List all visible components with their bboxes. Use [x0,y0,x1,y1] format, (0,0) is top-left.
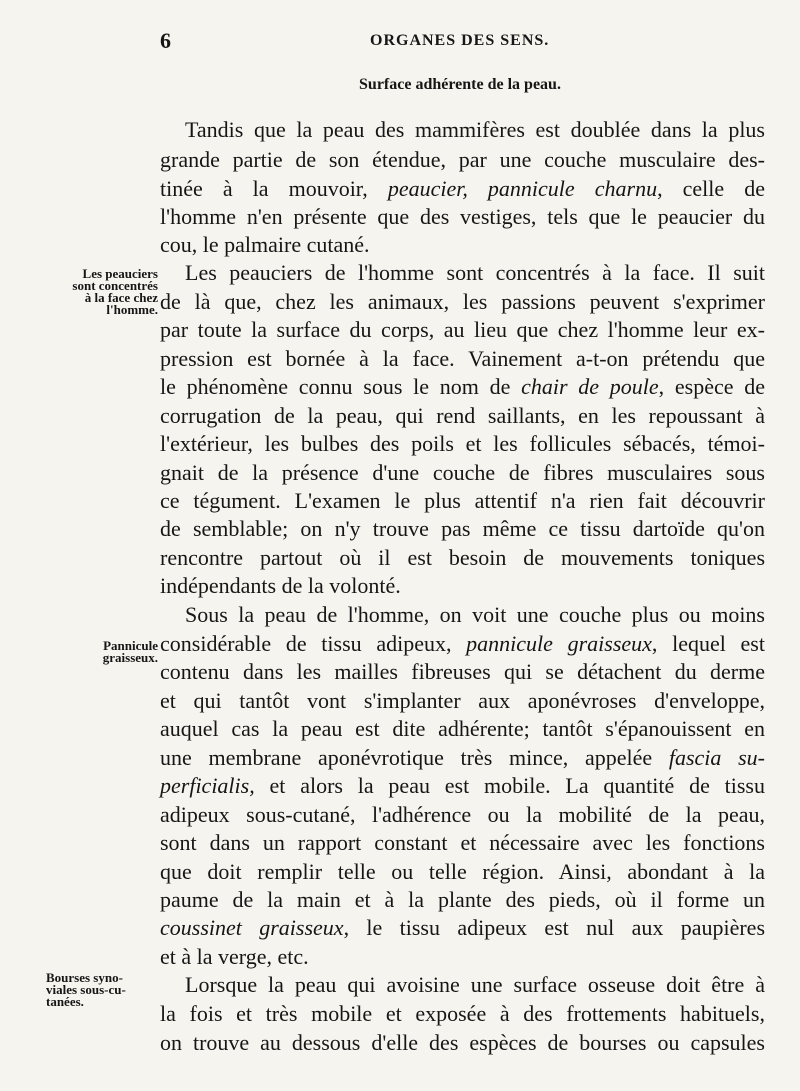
margin-note-pannicule: Pannicule graisseux. [102,638,158,665]
text-line: perficialis, et alors la peau est mobile. La quantité de tissu [160,773,765,798]
text-line: et à la verge, etc. [160,944,309,969]
text-line: Les peauciers de l'homme sont concentrés à la face. Il suit [185,260,765,285]
text-line: contenu dans les mailles fibreuses qui se détachent du derme [160,659,765,684]
text-line: corrugation de la peau, qui rend saillants, en les repoussant à [160,403,765,428]
text-line: Tandis que la peau des mammifères est doublée dans la plus [185,117,765,142]
text-line: pression est bornée à la face. Vainement a-t-on prétendu que [160,346,765,371]
text-line: considérable de tissu adipeux, pannicule graisseux, lequel est [160,631,765,656]
text-line: et qui tantôt vont s'implanter aux aponévroses d'enveloppe, [160,688,765,713]
text-line: le phénomène connu sous le nom de chair de poule, espèce de [160,374,765,399]
text-line: ce tégument. L'examen le plus attentif n'a rien fait découvrir [160,488,765,513]
text-line: adipeux sous-cutané, l'adhérence ou la mobilité de la peau, [160,802,765,827]
text-line: Sous la peau de l'homme, on voit une couche plus ou moins [185,602,765,627]
margin-note-peauciers: Les peauciers sont concentrés à la face chez l'homme. [72,266,158,317]
running-title: ORGANES DES SENS. [370,32,550,49]
text-line: on trouve au dessous d'elle des espèces de bourses ou capsules [160,1030,765,1055]
section-heading: Surface adhérente de la peau. [359,76,561,93]
page-number: 6 [160,28,171,53]
text-line: que doit remplir telle ou telle région. Ainsi, abondant à la [160,859,765,884]
text-line: l'homme n'en présente que des vestiges, tels que le peaucier du [160,204,765,229]
text-line: gnait de la présence d'une couche de fibres musculaires sous [160,460,765,485]
text-line: une membrane aponévrotique très mince, appelée fascia su- [160,745,765,770]
text-line: coussinet graisseux, le tissu adipeux est nul aux paupières [160,915,765,940]
text-line: sont dans un rapport constant et nécessaire avec les fonctions [160,830,765,855]
text-line: cou, le palmaire cutané. [160,232,370,257]
running-head [160,28,760,58]
margin-note-bourses: Bourses syno- viales sous-cu- tanées. [46,970,126,1009]
text-line: grande partie de son étendue, par une couche musculaire des- [160,147,765,172]
text-line: de là que, chez les animaux, les passions peuvent s'exprimer [160,289,765,314]
text-line: par toute la surface du corps, au lieu que chez l'homme leur ex- [160,317,765,342]
text-line: Lorsque la peau qui avoisine une surface osseuse doit être à [185,972,765,997]
text-line: indépendants de la volonté. [160,573,401,598]
text-line: l'extérieur, les bulbes des poils et les follicules sébacés, témoi- [160,431,765,456]
text-line: de semblable; on n'y trouve pas même ce tissu dartoïde qu'on [160,516,765,541]
text-line: la fois et très mobile et exposée à des frottements habituels, [160,1001,765,1026]
text-line: rencontre partout où il est besoin de mouvements toniques [160,545,765,570]
text-line: paume de la main et à la plante des pieds, où il forme un [160,887,765,912]
text-line: tinée à la mouvoir, peaucier, pannicule charnu, celle de [160,176,765,201]
text-line: auquel cas la peau est dite adhérente; tantôt s'épanouissent en [160,716,765,741]
